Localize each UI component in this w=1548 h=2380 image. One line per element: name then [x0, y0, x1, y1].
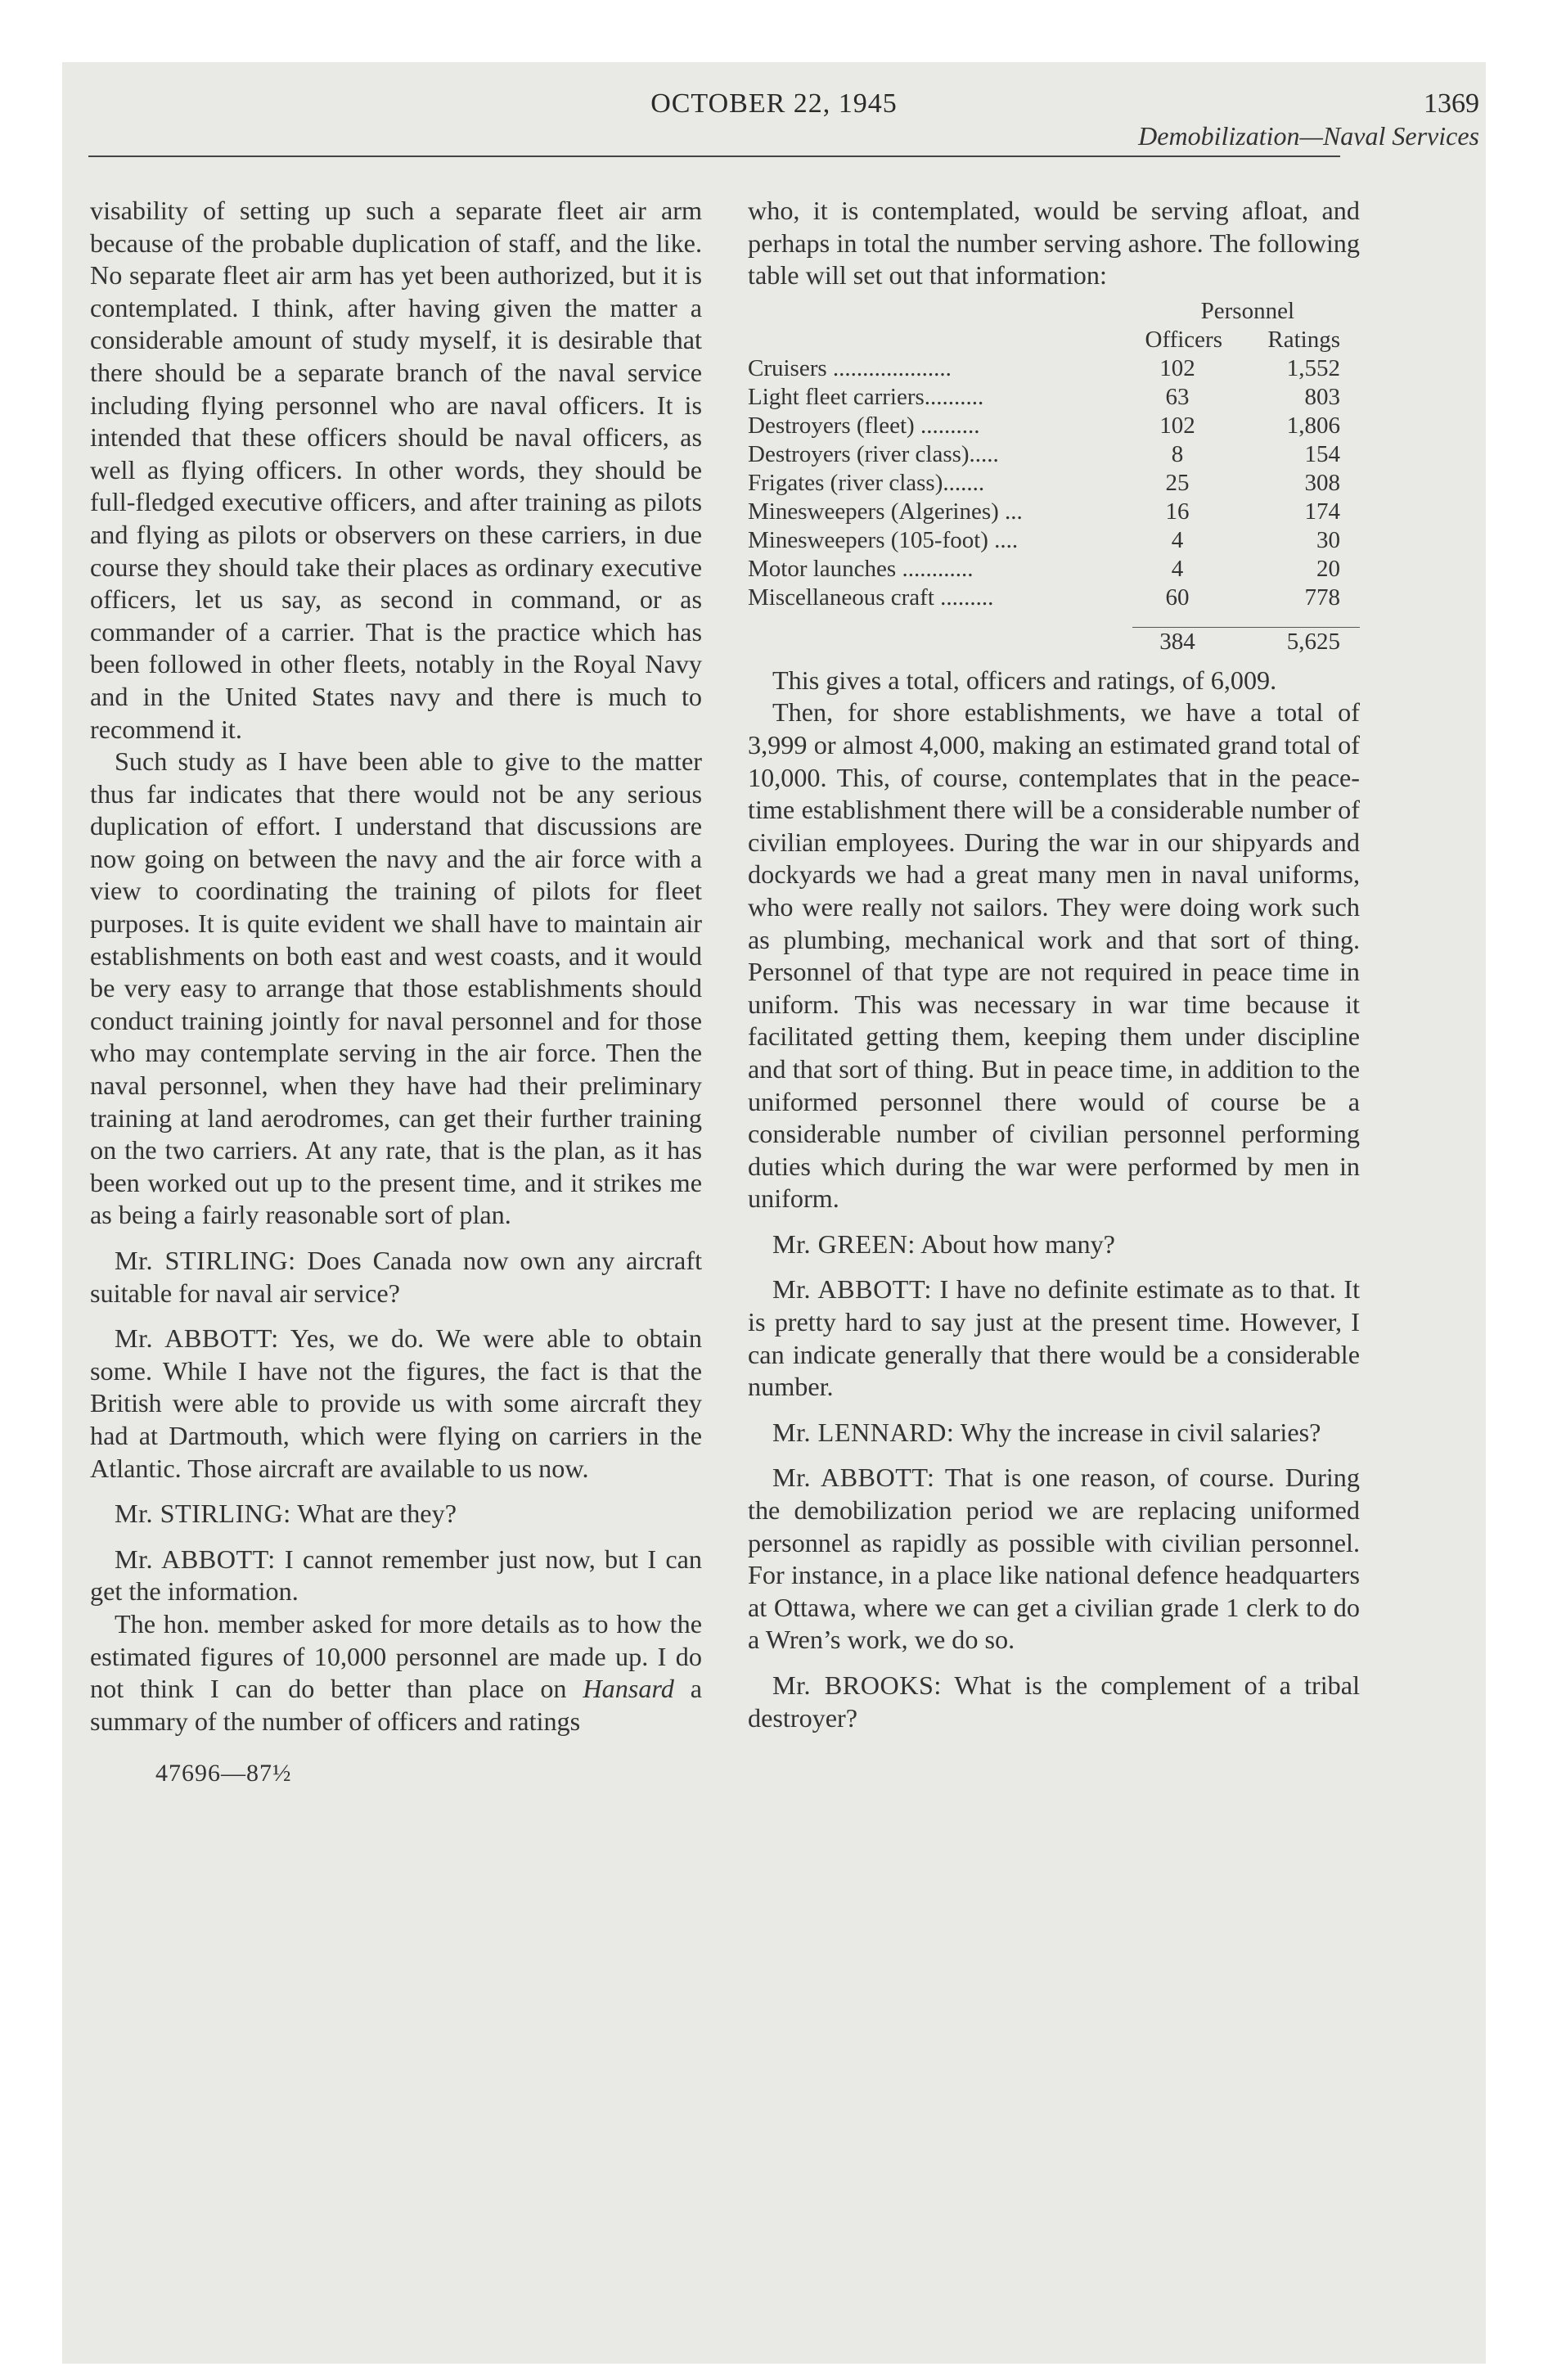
- speech-text: I have no definite estimate as to that. It is pretty hard to say just at the present time. However, I can indicate generally that there would be a considerable number.: [748, 1274, 1361, 1402]
- speech: [90, 1245, 702, 1309]
- speech: [90, 1498, 702, 1530]
- speech: [748, 1417, 1360, 1449]
- row-officers: 16: [1165, 498, 1190, 525]
- speech-text: Does Canada now own any aircraft suitable for naval air service?: [90, 1246, 703, 1308]
- row-ratings: 778: [1304, 584, 1340, 611]
- paragraph: who, it is contemplated, would be serving afloat, and perhaps in total the number serving ashore. The following table will set out that information:: [748, 196, 1360, 291]
- col-header-officers: Officers: [1145, 326, 1222, 353]
- paragraph: Such study as I have been able to give to the matter thus far indicates that there would not be any serious duplication of effort. I understand that discussions are now going on between the navy and the air force with a view to coordinating the training of pilots for fleet purposes. It is quite evident we shall have to maintain air establishments on both east and west coasts, and it would be very easy to arrange that those establishments should conduct training jointly for naval personnel and for those who may contemplate serving in the air force. Then the naval personnel, when they have had their preliminary training at land aerodromes, can get their further training on the two carriers. At any rate, that is the plan, as it has been worked out up to the present time, and it strikes me as being a fairly reasonable sort of plan.: [90, 746, 702, 1230]
- row-officers: 102: [1159, 412, 1195, 439]
- table-row: [748, 555, 1360, 584]
- speech: [90, 1323, 702, 1485]
- row-label: Cruisers ....................: [748, 354, 952, 381]
- left-column: [90, 195, 702, 1790]
- speech: [748, 1462, 1360, 1657]
- row-officers: 8: [1171, 440, 1184, 467]
- row-ratings: 154: [1304, 440, 1340, 467]
- row-ratings: 308: [1304, 469, 1340, 496]
- table-row: [748, 383, 1360, 412]
- table-row: [748, 584, 1360, 612]
- table-row: [748, 440, 1360, 469]
- speech-text: What are they?: [297, 1499, 457, 1529]
- page-number: 1369: [1424, 88, 1479, 119]
- row-ratings: 20: [1316, 555, 1340, 582]
- speech-text: Yes, we do. We were able to obtain some. While I have not the figures, the fact is that the British were able to provide us with some aircraft they had at Dartmouth, which were flying on carriers in the Atlantic. Those aircraft are available to us now.: [90, 1323, 703, 1483]
- speaker-name: Mr. STIRLING:: [115, 1499, 291, 1529]
- speaker-name: Mr. ABBOTT:: [115, 1544, 276, 1574]
- row-label: Light fleet carriers..........: [748, 383, 984, 410]
- speech: [748, 1228, 1360, 1261]
- speaker-name: Mr. BROOKS:: [772, 1670, 942, 1700]
- printer-mark: 47696—87½: [155, 1760, 292, 1787]
- row-label: Motor launches ............: [748, 555, 974, 582]
- speech: [748, 1670, 1360, 1734]
- header-rule: [88, 156, 1340, 157]
- row-label: Miscellaneous craft .........: [748, 584, 994, 611]
- row-ratings: 174: [1304, 498, 1340, 525]
- table-total-row: [748, 627, 1360, 656]
- table-group-header: Personnel: [1200, 297, 1294, 324]
- row-ratings: 803: [1304, 383, 1340, 410]
- speech-text: What is the complement of a tribal destroyer?: [748, 1670, 1361, 1733]
- page-date: OCTOBER 22, 1945: [650, 88, 898, 119]
- total-officers: 384: [1132, 627, 1222, 656]
- hansard-italic: Hansard: [583, 1674, 674, 1704]
- table-row: [748, 469, 1360, 498]
- row-ratings: 1,806: [1286, 412, 1340, 439]
- table-body: [748, 354, 1360, 612]
- row-label: Minesweepers (105-foot) ....: [748, 526, 1019, 553]
- section-title: Demobilization—Naval Services: [1138, 121, 1479, 151]
- row-ratings: 1,552: [1286, 354, 1340, 381]
- speaker-name: Mr. STIRLING:: [115, 1246, 296, 1275]
- row-label: Destroyers (river class).....: [748, 440, 999, 467]
- speech-text: That is one reason, of course. During the demobilization period we are replacing uniformed personnel as rapidly as possible with civilian personnel. For instance, in a place like national defence headquarters at Ottawa, where we can get a civilian grade 1 clerk to do a Wren’s work, we do so.: [748, 1463, 1360, 1655]
- paragraph: This gives a total, officers and ratings, of 6,009.: [772, 665, 1277, 695]
- speech-text: I cannot remember just now, but I can get the information.: [90, 1544, 703, 1607]
- table-row: [748, 354, 1360, 383]
- speaker-name: Mr. GREEN:: [772, 1228, 916, 1259]
- paragraph: visability of setting up such a separate fleet air arm because of the probable duplication of staff, and the like. No separate fleet air arm has yet been authorized, but it is contemplated. I think, after having given the matter a considerable amount of study myself, it is desirable that there should be a separate branch of the naval service including flying personnel who are naval officers. It is intended that these officers should be naval officers, as well as flying officers. In other words, they should be full-fledged executive officers, and after training as pilots and flying as pilots or observers on these carriers, in due course they should take their places as ordinary executive officers, let us say, as second in command, or as commander of a carrier. That is the practice which has been followed in other fleets, notably in the Royal Navy and in the United States navy and there is much to recommend it.: [90, 196, 702, 744]
- speaker-name: Mr. ABBOTT:: [772, 1274, 932, 1305]
- row-officers: 102: [1159, 354, 1195, 381]
- table-row: [748, 412, 1360, 440]
- speaker-name: Mr. LENNARD:: [772, 1417, 955, 1447]
- row-label: Minesweepers (Algerines) ...: [748, 498, 1023, 525]
- total-ratings: 5,625: [1222, 627, 1360, 656]
- paragraph: Then, for shore establishments, we have a total of 3,999 or almost 4,000, making an estimated grand total of 10,000. This, of course, contemplates that in the peace-time establishment there will be a considerable number of civilian employees. During the war in our shipyards and dockyards we had a great many men in naval uniforms, who were really not sailors. They were doing work such as plumbing, mechanical work and that sort of thing. Personnel of that type are not required in peace time in uniform. This was necessary in war time because it facilitated getting them, keeping them under discipline and that sort of thing. But in peace time, in addition to the uniformed personnel there would of course be a considerable number of civilian personnel performing duties which during the war were performed by men in uniform.: [748, 697, 1360, 1214]
- row-officers: 63: [1165, 383, 1190, 410]
- right-column: [748, 195, 1360, 1734]
- row-officers: 4: [1171, 555, 1184, 582]
- speaker-name: Mr. ABBOTT:: [115, 1323, 279, 1354]
- row-officers: 60: [1165, 584, 1190, 611]
- row-label: Frigates (river class).......: [748, 469, 985, 496]
- col-header-ratings: Ratings: [1267, 326, 1340, 353]
- row-officers: 4: [1171, 526, 1184, 553]
- speaker-name: Mr. ABBOTT:: [772, 1463, 935, 1493]
- personnel-table: [748, 297, 1360, 656]
- speech: [90, 1544, 702, 1608]
- table-header-row: [748, 326, 1360, 354]
- speech-text: Why the increase in civil salaries?: [960, 1417, 1321, 1447]
- row-ratings: 30: [1316, 526, 1340, 553]
- row-label: Destroyers (fleet) ..........: [748, 412, 980, 439]
- table-row: [748, 498, 1360, 526]
- speech-text: About how many?: [920, 1228, 1115, 1259]
- speech: [748, 1273, 1360, 1403]
- row-officers: 25: [1165, 469, 1190, 496]
- paragraph: The hon. member asked for more details as to how the estimated figures of 10,000 personnel are made up. I do not think I can do better than place on Hansard a summary of the number of officers and ratings: [90, 1608, 703, 1736]
- table-row: [748, 526, 1360, 555]
